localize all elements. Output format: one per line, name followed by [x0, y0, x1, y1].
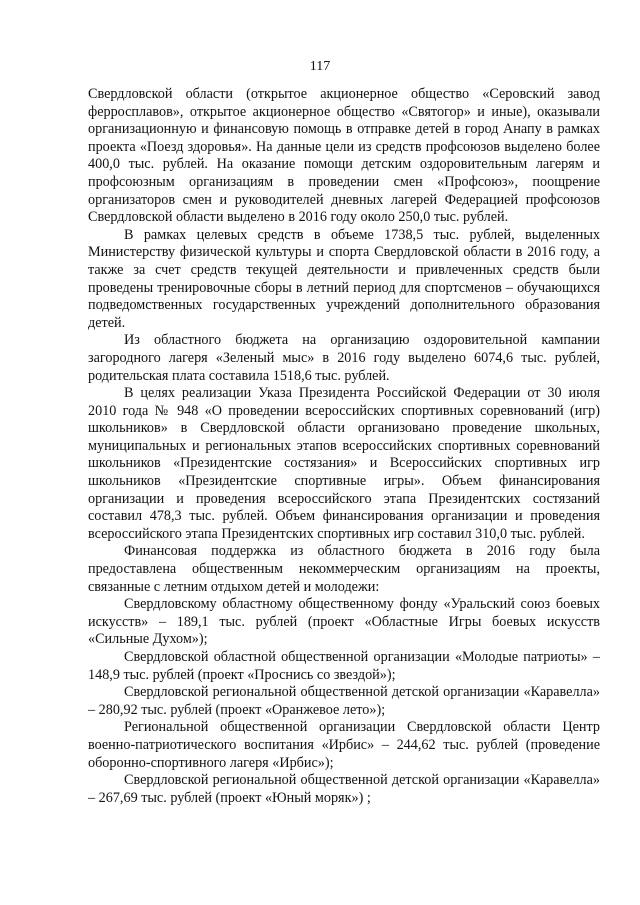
paragraph-1: Свердловской области (открытое акционерное общество «Серовский завод ферросплавов», открытое акционерное общество «Святогор» и иные), оказывали организационную и финансовую помощь в отправке детей в город Анапу в рамках проекта «Поезд здоровья». На данные цели из средств профсоюзов выделено более 400,0 тыс. рублей. На оказание помощи детским оздоровительным лагерям и профсоюзным организациям в проведении смен «Профсоюз», поощрение организаторов смен и руководителей дневных лагерей Федерацией профсоюзов Свердловской области выделено в 2016 году около 250,0 тыс. рублей.: [88, 86, 600, 226]
document-body: [88, 86, 600, 807]
paragraph-5: Финансовая поддержка из областного бюджета в 2016 году была предоставлена общественным некоммерческим организациям на проекты, связанные с летним отдыхом детей и молодежи:: [88, 543, 600, 595]
paragraph-4: В целях реализации Указа Президента Российской Федерации от 30 июля 2010 года № 948 «О проведении всероссийских спортивных соревнований (игр) школьников» в Свердловской области организовано проведение школьных, муниципальных и региональных этапов всероссийских спортивных соревнований школьников «Президентские состязания» и Всероссийских спортивных игр школьников «Президентские спортивные игры». Объем финансирования организации и проведения всероссийского этапа Президентских состязаний составил 478,3 тыс. рублей. Объем финансирования организации и проведения всероссийского этапа Президентских спортивных игр составил 310,0 тыс. рублей.: [88, 385, 600, 542]
paragraph-2: В рамках целевых средств в объеме 1738,5 тыс. рублей, выделенных Министерству физической культуры и спорта Свердловской области в 2016 году, а также за счет средств текущей деятельности и привлеченных средств были проведены тренировочные сборы в летний период для спортсменов – обучающихся подведомственных государственных учреждений дополнительного образования детей.: [88, 226, 600, 331]
list-item-irbis: Региональной общественной организации Свердловской области Центр военно-патриотического воспитания «Ирбис» – 244,62 тыс. рублей (проведение оборонно-спортивного лагеря «Ирбис»);: [88, 719, 600, 771]
paragraph-3: Из областного бюджета на организацию оздоровительной кампании загородного лагеря «Зеленый мыс» в 2016 году выделено 6074,6 тыс. рублей, родительская плата составила 1518,6 тыс. рублей.: [88, 332, 600, 384]
list-item-karavella-young-sailor: Свердловской региональной общественной детской организации «Каравелла» – 267,69 тыс. рублей (проект «Юный моряк») ;: [88, 772, 600, 806]
list-item-young-patriots: Свердловской областной общественной организации «Молодые патриоты» – 148,9 тыс. рублей (проект «Проснись со звездой»);: [88, 649, 600, 683]
page-number: 117: [309, 59, 331, 74]
list-item-karavella-orange-summer: Свердловской региональной общественной детской организации «Каравелла» – 280,92 тыс. рублей (проект «Оранжевое лето»);: [88, 684, 600, 718]
list-item-fund-martial-arts: Свердловскому областному общественному фонду «Уральский союз боевых искусств» – 189,1 тыс. рублей (проект «Областные Игры боевых искусств «Сильные Духом»);: [88, 596, 600, 648]
